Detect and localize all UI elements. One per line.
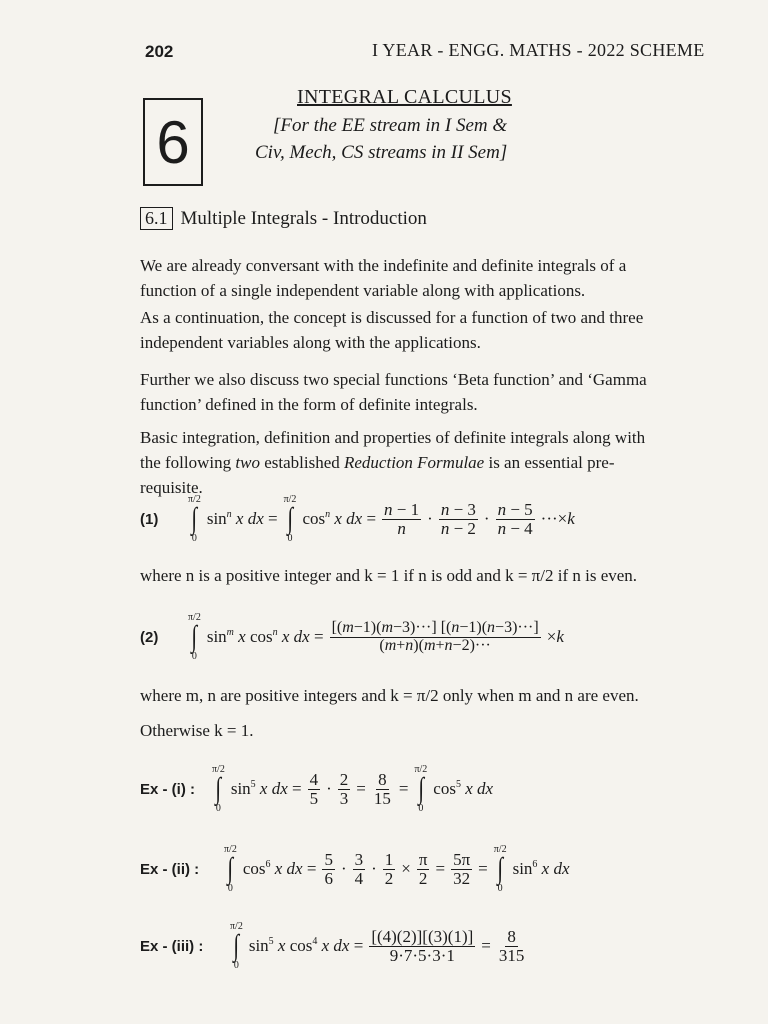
chapter-number-box: 6 — [143, 98, 203, 186]
integral-sign: π/2 ∫ 0 — [414, 764, 428, 814]
running-title: I YEAR - ENGG. MATHS - 2022 SCHEME — [372, 40, 705, 60]
formula-1: (1) π/2 ∫ 0 $\sin^n x$ dx = π/2 ∫ 0 $\cos^n x$ dx = $\frac{n - 1}{n}$ · $\frac{n - 3}{n - 2}$ · $\frac{n - 5}{n - 4}$ ···×k — [140, 494, 575, 544]
integral-sign: π/2 ∫ 0 — [493, 844, 507, 894]
example-3: Ex - (iii) : π/2 ∫ 0 $\sin^5 x$ $\cos^4 x$ dx = $\frac{[(4)(2)][(3)(1)]}{9\cdot 7\cdot 5\cdot 3\cdot 1}$ = $\frac{8}{315}$ — [140, 921, 525, 971]
integral-sign: π/2 ∫ 0 — [283, 494, 297, 544]
integral-sign: π/2 ∫ 0 — [188, 494, 201, 544]
example-1: Ex - (i) : π/2 ∫ 0 $\sin^5 x$ dx = $\frac{4}{5}$ · $\frac{2}{3}$ = $\frac{8}{15}$ = π/2 ∫ 0 $\cos^5 x$ dx — [140, 764, 494, 814]
paragraph-4: Basic integration, definition and properties of definite integrals along with the following two established Reduction Formulae is an essential pre-requisite. — [140, 428, 646, 497]
formula-2-condition: where m, n are positive integers and k = π/2 only when m and n are even. — [140, 686, 639, 705]
section-title: Multiple Integrals - Introduction — [180, 207, 427, 229]
paragraph-1: We are already conversant with the indefinite and definite integrals of a function of a single independent variable along with applications. — [140, 256, 627, 300]
example-2: Ex - (ii) : π/2 ∫ 0 $\cos^6 x$ dx = $\frac{5}{6}$ · $\frac{3}{4}$ · $\frac{1}{2}$ × $\frac{\pi}{2}$ = $\frac{5\pi}{32}$ = π/2 ∫ 0 $\sin^6 x$ dx — [140, 844, 570, 894]
paragraph-3: Further we also discuss two special functions ‘Beta function’ and ‘Gamma function’ defined in the form of definite integrals. — [140, 370, 647, 414]
integral-sign: π/2 ∫ 0 — [188, 612, 201, 662]
example-3-label: Ex - (iii) : — [140, 937, 204, 955]
integral-sign: π/2 ∫ 0 — [224, 844, 237, 894]
chapter-title: INTEGRAL CALCULUS — [297, 86, 512, 108]
chapter-subtitle-line1: [For the EE stream in I Sem & — [273, 115, 508, 136]
paragraph-2: As a continuation, the concept is discussed for a function of two and three independent variables along with the applications. — [140, 308, 644, 352]
example-2-label: Ex - (ii) : — [140, 860, 200, 878]
example-1-label: Ex - (i) : — [140, 780, 195, 798]
formula-2-otherwise: Otherwise k = 1. — [140, 721, 254, 740]
formula-1-condition: where n is a positive integer and k = 1 if n is odd and k = π/2 if n is even. — [140, 566, 638, 585]
formula-1-label: (1) — [140, 510, 159, 528]
formula-2: (2) π/2 ∫ 0 $\sin^m x$ $\cos^n x$ dx = $\frac{[(m-1)(m-3)\cdot\cdot\cdot] [(n-1)(n-3)\cdot\cdot\cdot]}{(m+n)(m+n-2)\cdot\cdot\cdot}$ ×k — [140, 612, 564, 662]
chapter-subtitle-line2: Civ, Mech, CS streams in II Sem] — [255, 142, 508, 163]
integral-sign: π/2 ∫ 0 — [230, 921, 243, 971]
page-number: 202 — [145, 42, 174, 61]
section-number: 6.1 — [140, 207, 173, 230]
formula-2-label: (2) — [140, 628, 159, 646]
section-heading — [140, 207, 427, 230]
integral-sign: π/2 ∫ 0 — [212, 764, 225, 814]
